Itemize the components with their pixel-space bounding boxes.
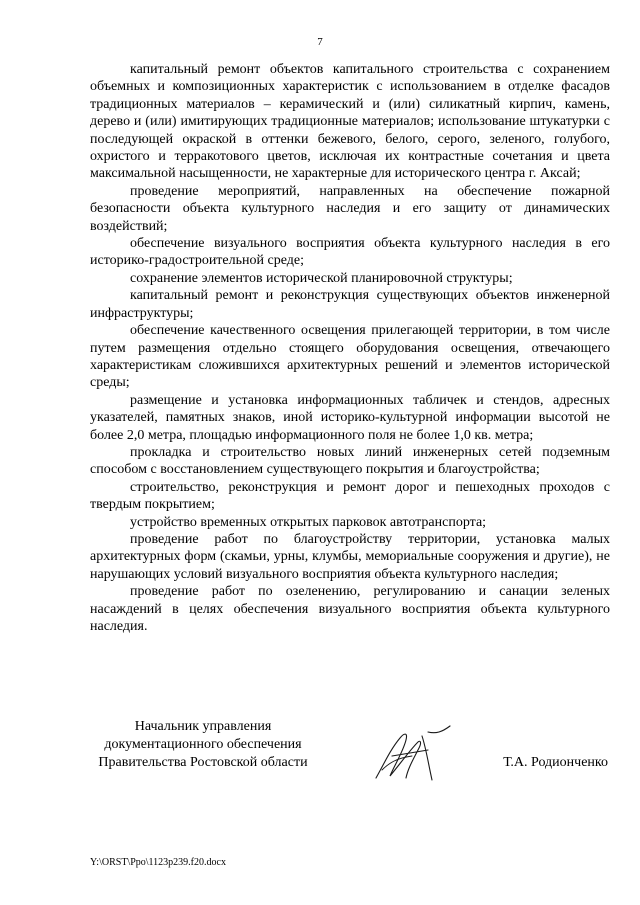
document-body (90, 61, 610, 635)
paragraph: сохранение элементов исторической планировочной структуры; (130, 270, 513, 286)
signatory-title-line: документационного обеспечения (104, 737, 302, 752)
paragraph: капитальный ремонт и реконструкция существующих объектов инженерной инфраструктуры; (90, 288, 610, 321)
signatory-title-line: Начальник управления (134, 719, 272, 734)
file-path-footer: Y:\ORST\Ppo\1123p239.f20.docx (90, 857, 226, 868)
paragraph: прокладка и строительство новых линий инженерных сетей подземным способом с восстановлением существующего покрытия и благоустройства; (90, 444, 610, 478)
paragraph: строительство, реконструкция и ремонт дорог и пешеходных проходов с твердым покрытием; (90, 479, 610, 513)
paragraph: проведение работ по озеленению, регулированию и санации зеленых насаждений в целях обеспечения визуального восприятия объекта культурного наследия. (90, 584, 610, 634)
paragraph: обеспечение визуального восприятия объекта культурного наследия в его историко-градостроительной среде; (90, 236, 610, 269)
handwritten-signature (370, 720, 454, 790)
signature-block (88, 718, 618, 798)
paragraph: проведение работ по благоустройству территории, установка малых архитектурных форм (скамьи, урны, клумбы, мемориальные сооружения и другие), не нарушающих условий визуального восприятия объекта культурного наследия; (90, 531, 610, 582)
signatory-name: Т.А. Родионченко (503, 755, 608, 770)
page-number: 7 (317, 36, 323, 48)
paragraph: устройство временных открытых парковок автотранспорта; (130, 514, 487, 530)
signatory-title-line: Правительства Ростовской области (98, 755, 308, 770)
paragraph: обеспечение качественного освещения прилегающей территории, в том числе путем размещения отдельно стоящего оборудования освещения, отвечающего характеристикам сложившихся архитектурных решений и элементов исторической среды; (90, 323, 610, 391)
signatory-title (88, 718, 318, 772)
paragraph: размещение и установка информационных табличек и стендов, адресных указателей, памятных знаков, иной историко-культурной информации высотой не более 2,0 метра, площадью информационного поля не более 1,0 кв. метра; (90, 392, 610, 443)
paragraph: проведение мероприятий, направленных на обеспечение пожарной безопасности объекта культурного наследия и его защиту от динамических воздействий; (90, 183, 610, 234)
paragraph: капитальный ремонт объектов капитального строительства с сохранением объемных и композиционных характеристик с использованием в отделке фасадов традиционных материалов – керамический и (или) силикатный кирпич, камень, дерево и (или) имитирующих традиционные материалов; использование штукатурки с последующей окраской в оттенки бежевого, белого, серого, зеленого, голубого, охристого и терракотового цветов, исключая их контрастные сочетания и цвета максимальной насыщенности, не характерные для исторического центра г. Аксай; (90, 62, 610, 182)
